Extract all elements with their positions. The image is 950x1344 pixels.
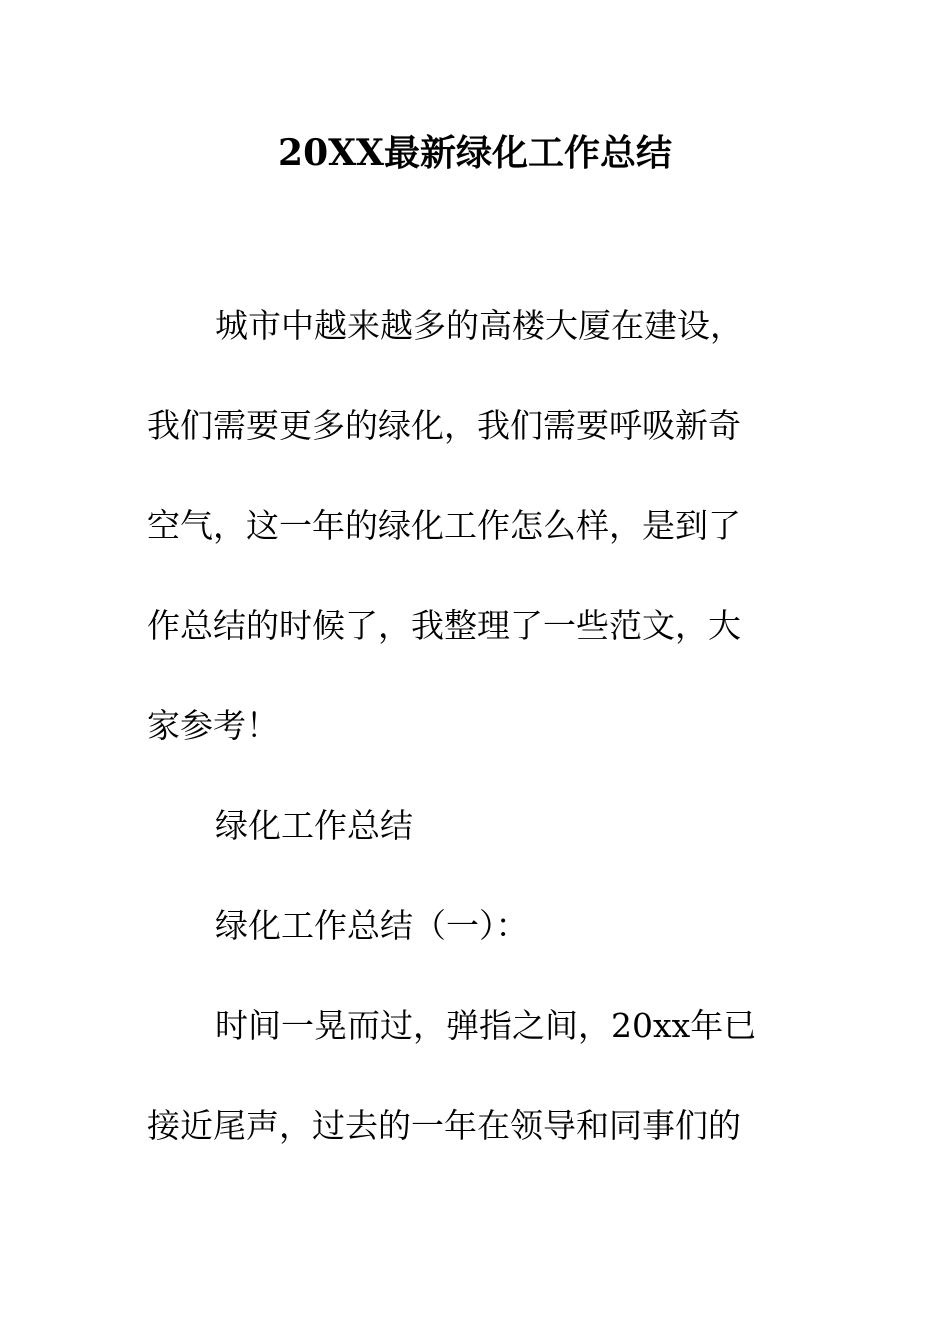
section-heading: 绿化工作总结 — [215, 806, 413, 845]
paragraph-line: 家参考！ — [147, 706, 279, 745]
document-title: 20XX最新绿化工作总结 — [278, 132, 672, 174]
paragraph-line: 接近尾声，过去的一年在领导和同事们的 — [147, 1106, 741, 1145]
paragraph-line: 时间一晃而过，弹指之间，20xx年已 — [215, 1006, 757, 1045]
subsection-heading: 绿化工作总结（一）： — [215, 906, 529, 945]
paragraph-line: 我们需要更多的绿化，我们需要呼吸新奇 — [147, 406, 741, 445]
paragraph-line: 作总结的时候了，我整理了一些范文，大 — [147, 606, 741, 645]
paragraph-line: 空气，这一年的绿化工作怎么样，是到了 — [147, 506, 741, 545]
paragraph-line: 城市中越来越多的高楼大厦在建设， — [215, 306, 743, 345]
